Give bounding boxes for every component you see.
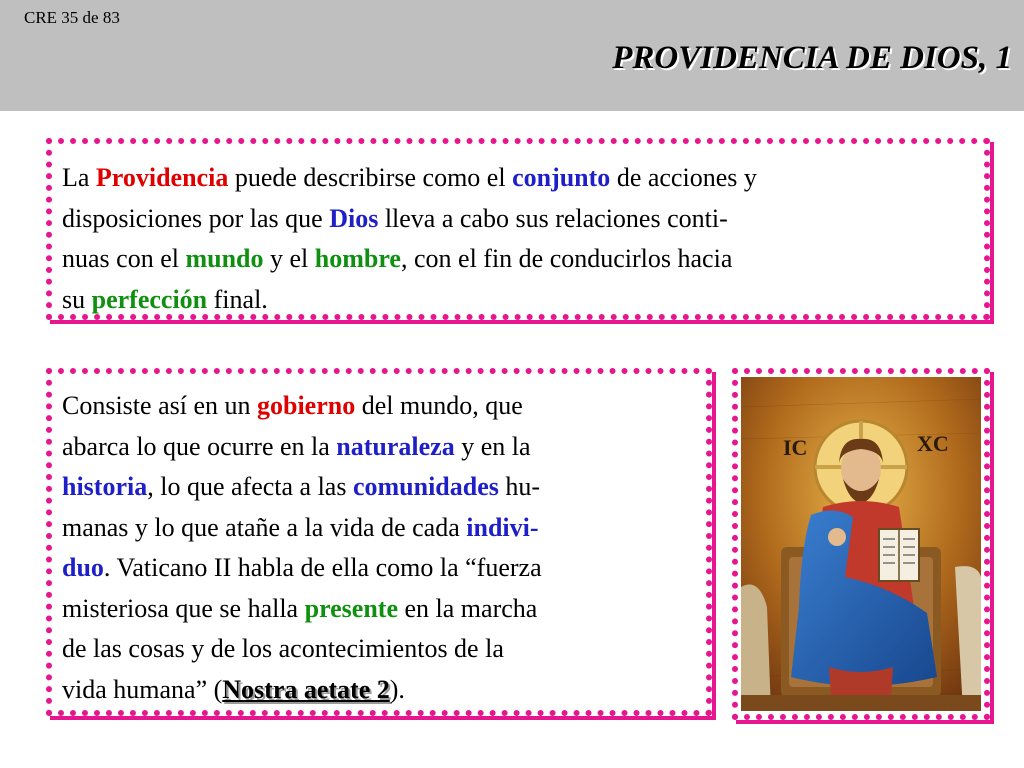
keyword-gobierno: gobierno bbox=[257, 391, 356, 420]
definition-box bbox=[46, 138, 990, 320]
keyword-dios: Dios bbox=[329, 203, 379, 233]
text-line: historia, lo que afecta a las comunidades hu- bbox=[62, 472, 541, 501]
text-line: duo. Vaticano II habla de ella como la “fuerza bbox=[62, 553, 542, 582]
text-line: de las cosas y de los acontecimientos de la bbox=[62, 634, 504, 663]
christ-pantocrator-mosaic bbox=[741, 377, 981, 711]
keyword-perfeccion: perfección bbox=[91, 284, 208, 314]
text-line: vida humana” (Nostra aetate 2). bbox=[62, 674, 405, 704]
text-line: su perfección final. bbox=[62, 284, 268, 314]
text-line: abarca lo que ocurre en la naturaleza y en la bbox=[62, 431, 531, 461]
keyword-conjunto: conjunto bbox=[512, 163, 611, 192]
keyword-historia: historia bbox=[62, 472, 148, 501]
text-line: La Providencia puede describirse como el conjunto de acciones y bbox=[62, 163, 757, 192]
inscription-ic: IC bbox=[783, 435, 808, 460]
slide-title: PROVIDENCIA DE DIOS, 1 bbox=[612, 40, 1012, 76]
text-line: nuas con el mundo y el hombre, con el fin de conducirlos hacia bbox=[62, 244, 733, 273]
keyword-individuo: indivi- bbox=[466, 512, 539, 542]
government-paragraph bbox=[62, 386, 696, 710]
keyword-individuo-cont: duo bbox=[62, 553, 104, 582]
text-line: manas y lo que atañe a la vida de cada indivi- bbox=[62, 512, 539, 542]
text-line: disposiciones por las que Dios lleva a cabo sus relaciones conti- bbox=[62, 203, 728, 233]
keyword-naturaleza: naturaleza bbox=[336, 431, 455, 461]
text-line: Consiste así en un gobierno del mundo, que bbox=[62, 391, 523, 420]
text-line: misteriosa que se halla presente en la marcha bbox=[62, 593, 538, 623]
keyword-comunidades: comunidades bbox=[352, 472, 499, 501]
slide-header bbox=[0, 0, 1024, 111]
mosaic-image-frame bbox=[732, 368, 990, 720]
nostra-aetate-link[interactable]: Nostra aetate 2 bbox=[222, 674, 390, 704]
keyword-hombre: hombre bbox=[314, 244, 401, 273]
government-box bbox=[46, 368, 712, 716]
definition-paragraph bbox=[62, 158, 974, 320]
slide-counter: CRE 35 de 83 bbox=[24, 8, 120, 27]
blessing-hand bbox=[828, 528, 846, 546]
inscription-xc: XC bbox=[917, 431, 949, 456]
keyword-presente: presente bbox=[304, 593, 398, 623]
keyword-mundo: mundo bbox=[185, 244, 264, 273]
keyword-providencia: Providencia bbox=[95, 163, 229, 192]
